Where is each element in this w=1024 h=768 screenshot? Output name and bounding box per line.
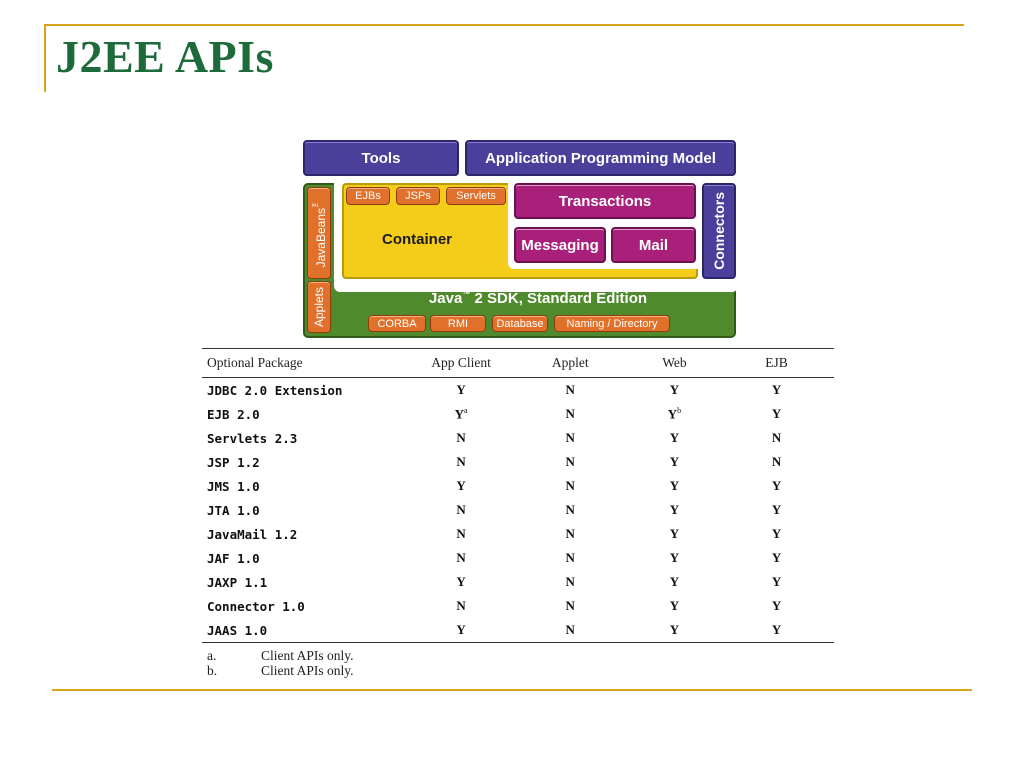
table-header-row <box>202 349 834 378</box>
support-value: N <box>565 574 575 589</box>
support-value: Y <box>456 574 466 589</box>
support-value: N <box>565 382 575 397</box>
footnote-text: Client APIs only. <box>261 663 354 678</box>
applet-cell <box>511 594 630 618</box>
app-client-cell <box>411 546 510 570</box>
ejb-cell <box>719 594 834 618</box>
package-name-cell: Servlets 2.3 <box>207 430 298 446</box>
footnote-ref: b <box>677 405 682 415</box>
mail-block: Mail <box>611 227 696 263</box>
connectors-block <box>702 183 736 279</box>
transactions-block: Transactions <box>514 183 696 219</box>
table-row <box>202 474 834 498</box>
footnote <box>207 663 354 678</box>
j2ee-architecture-diagram <box>300 137 740 341</box>
jsps-chip: JSPs <box>396 187 440 205</box>
support-value: Y <box>669 574 680 589</box>
applet-cell <box>511 450 630 474</box>
support-value: N <box>565 550 575 565</box>
sdk-edition-text: 2 SDK, Standard Edition <box>470 290 648 307</box>
connectors-label: Connectors <box>711 192 727 270</box>
support-value: Y <box>771 382 782 397</box>
package-name-cell: Connector 1.0 <box>207 598 305 614</box>
support-value: Y <box>669 478 680 493</box>
support-value: N <box>456 430 466 445</box>
package-name-cell: JDBC 2.0 Extension <box>207 382 343 398</box>
app-client-cell <box>411 378 510 403</box>
support-value: Y <box>456 382 466 397</box>
support-value: N <box>456 502 466 517</box>
package-name-cell: JTA 1.0 <box>207 502 260 518</box>
rmi-chip: RMI <box>430 315 486 332</box>
table-row <box>202 426 834 450</box>
support-value: Y <box>667 406 678 422</box>
footnotes <box>207 648 354 678</box>
applet-cell <box>511 522 630 546</box>
ejb-cell <box>719 402 834 426</box>
support-value: N <box>565 478 575 493</box>
support-value: N <box>771 430 782 445</box>
ejbs-chip: EJBs <box>346 187 390 205</box>
package-name-cell: JSP 1.2 <box>207 454 260 470</box>
web-cell <box>630 618 719 643</box>
support-value: N <box>565 430 575 445</box>
web-cell <box>630 546 719 570</box>
applet-cell <box>511 474 630 498</box>
support-value: N <box>565 406 575 421</box>
support-value: N <box>565 598 575 613</box>
table-row <box>202 450 834 474</box>
support-value: Y <box>669 550 680 565</box>
applets-block <box>307 281 331 333</box>
web-cell <box>630 594 719 618</box>
ejb-cell <box>719 522 834 546</box>
applets-label: Applets <box>312 286 326 328</box>
web-cell <box>630 378 719 403</box>
web-cell <box>630 570 719 594</box>
table-row <box>202 570 834 594</box>
web-cell <box>630 474 719 498</box>
support-value: N <box>565 454 575 469</box>
package-name-cell: JavaMail 1.2 <box>207 526 298 542</box>
sdk-label <box>340 290 736 307</box>
support-value: N <box>456 526 466 541</box>
applet-cell <box>511 378 630 403</box>
optional-package-table <box>202 348 834 643</box>
app-client-cell <box>411 426 510 450</box>
support-value: Y <box>771 526 782 541</box>
top-divider <box>44 24 964 26</box>
footnote-mark: b. <box>207 663 218 678</box>
servlets-chip: Servlets <box>446 187 506 205</box>
ejb-cell <box>719 546 834 570</box>
support-value: Y <box>669 526 680 541</box>
support-value: Y <box>669 382 680 397</box>
support-value: Y <box>456 478 466 493</box>
support-value: Y <box>771 622 782 637</box>
javabeans-text: JavaBeans <box>313 207 328 268</box>
container-label: Container <box>382 231 453 248</box>
ejb-cell <box>719 498 834 522</box>
app-client-cell <box>411 522 510 546</box>
applet-cell <box>511 498 630 522</box>
column-header-web: Web <box>630 349 719 378</box>
package-name-cell: JAF 1.0 <box>207 550 260 566</box>
app-client-cell <box>411 618 510 643</box>
table-row <box>202 594 834 618</box>
ejb-cell <box>719 450 834 474</box>
support-value: Y <box>669 430 680 445</box>
support-value: Y <box>669 622 680 637</box>
support-value: Y <box>771 502 782 517</box>
ejb-cell <box>719 378 834 403</box>
javabeans-label <box>311 199 328 267</box>
applet-cell <box>511 570 630 594</box>
support-value: N <box>456 598 466 613</box>
ejb-cell <box>719 570 834 594</box>
support-value: N <box>565 502 575 517</box>
footnote-mark: a. <box>207 648 217 663</box>
package-name-cell: JAAS 1.0 <box>202 618 411 643</box>
table-row <box>202 546 834 570</box>
bottom-divider <box>52 689 972 691</box>
table-body <box>202 378 834 643</box>
applet-cell <box>511 402 630 426</box>
web-cell <box>630 522 719 546</box>
table-row <box>202 402 834 426</box>
support-value: Y <box>771 574 782 589</box>
ejb-cell <box>719 618 834 643</box>
messaging-block: Messaging <box>514 227 606 263</box>
app-client-cell <box>411 498 510 522</box>
package-name-cell: JAXP 1.1 <box>207 574 268 590</box>
column-header-optional-package: Optional Package <box>202 349 411 378</box>
javabeans-trademark: ™ <box>310 198 320 208</box>
package-name-cell: EJB 2.0 <box>207 406 260 422</box>
support-value: Y <box>669 502 680 517</box>
column-header-ejb: EJB <box>719 349 834 378</box>
slide-title: J2EE APIs <box>56 31 274 82</box>
sdk-java-text: Java <box>428 290 463 307</box>
app-client-cell <box>411 474 510 498</box>
sdk-trademark: ™ <box>462 290 471 299</box>
table-row <box>202 378 834 403</box>
support-value: Y <box>771 550 782 565</box>
applet-cell <box>511 426 630 450</box>
application-programming-model-block: Application Programming Model <box>465 140 736 176</box>
support-value: Y <box>669 598 680 613</box>
app-client-cell <box>411 594 510 618</box>
database-chip: Database <box>492 315 548 332</box>
support-value: Y <box>771 598 782 613</box>
javabeans-block <box>307 187 331 279</box>
package-name-cell: JMS 1.0 <box>207 478 260 494</box>
column-header-applet: Applet <box>511 349 630 378</box>
support-value: N <box>565 526 575 541</box>
support-value: Y <box>771 478 782 493</box>
ejb-cell <box>719 426 834 450</box>
ejb-cell <box>719 474 834 498</box>
title-accent-bar <box>44 24 46 92</box>
naming-directory-chip: Naming / Directory <box>554 315 670 332</box>
applet-cell <box>511 618 630 643</box>
app-client-cell <box>411 450 510 474</box>
support-value: N <box>771 454 782 469</box>
web-cell <box>630 498 719 522</box>
table-row <box>202 522 834 546</box>
support-value: Y <box>456 622 466 637</box>
app-client-cell <box>411 570 510 594</box>
web-cell <box>630 402 719 426</box>
web-cell <box>630 426 719 450</box>
footnote-ref: a <box>463 405 468 415</box>
footnote <box>207 648 354 663</box>
corba-chip: CORBA <box>368 315 426 332</box>
support-value: Y <box>454 406 464 422</box>
support-value: N <box>456 454 466 469</box>
column-header-app-client: App Client <box>411 349 510 378</box>
support-value: N <box>456 550 466 565</box>
web-cell <box>630 450 719 474</box>
support-value: N <box>565 622 575 637</box>
applet-cell <box>511 546 630 570</box>
app-client-cell <box>411 402 510 426</box>
support-value: Y <box>771 406 782 421</box>
tools-block: Tools <box>303 140 459 176</box>
table-row <box>202 618 834 643</box>
footnote-text: Client APIs only. <box>261 648 354 663</box>
table-row <box>202 498 834 522</box>
support-value: Y <box>669 454 680 469</box>
